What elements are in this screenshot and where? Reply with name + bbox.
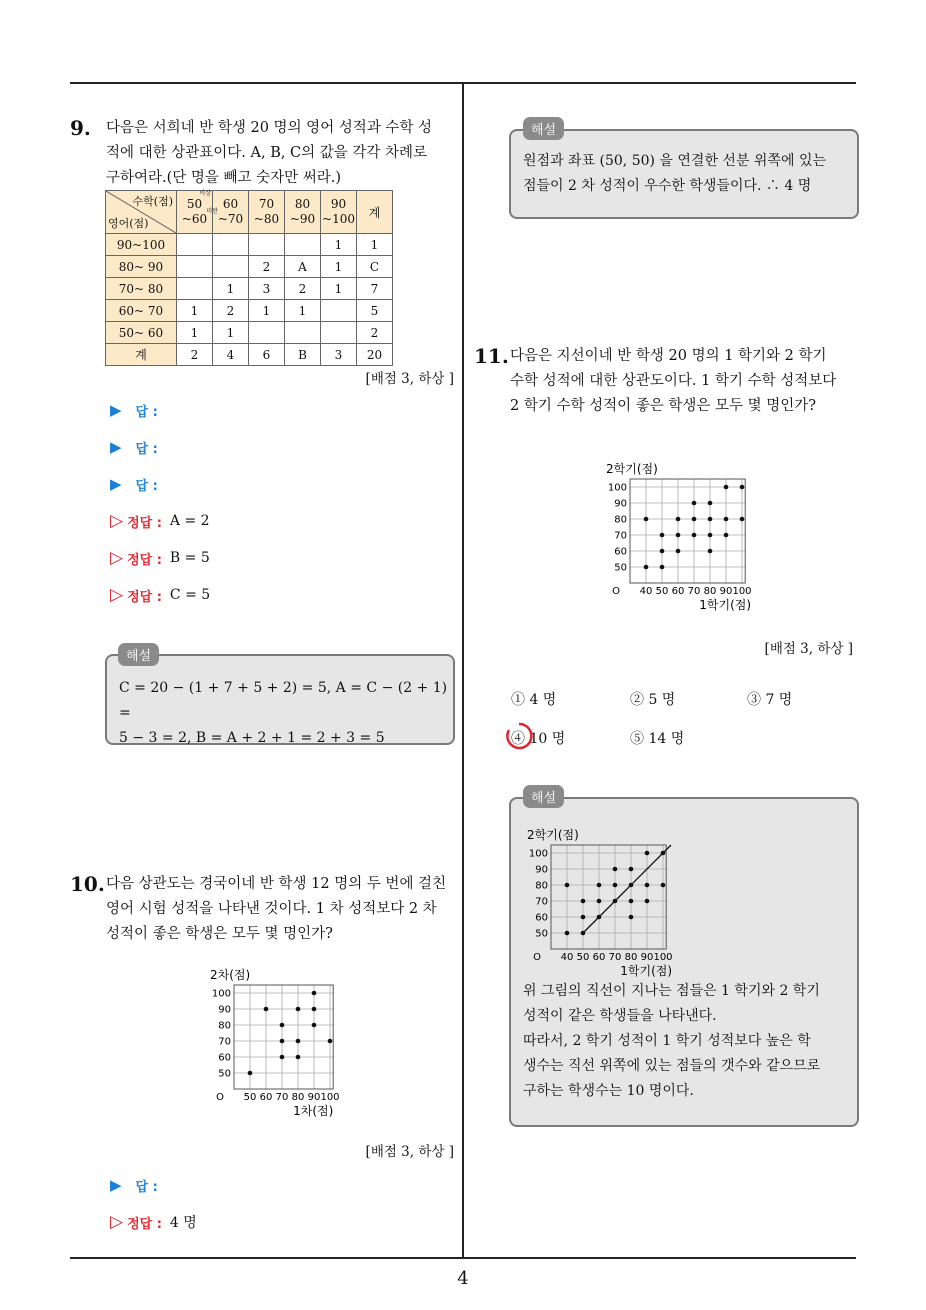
y-tick-label: 70 xyxy=(535,896,548,908)
table-cell xyxy=(213,256,249,278)
q9-solution-tag: 해설 xyxy=(118,643,159,666)
correct-label: 정답 : xyxy=(127,589,162,605)
col-header: 60 ~70 xyxy=(213,191,249,234)
reference-line xyxy=(583,845,671,933)
corner-bottom-label: 영어(점) xyxy=(108,217,149,230)
y-axis-label: 2학기(점) xyxy=(606,462,658,476)
q11-score: [배점 3, 하상 ] xyxy=(764,641,853,657)
data-point xyxy=(312,1007,317,1012)
correct-row xyxy=(110,1212,450,1232)
data-point xyxy=(581,899,586,904)
q11-solution-tag: 해설 xyxy=(523,785,564,808)
y-tick-label: 80 xyxy=(535,880,548,892)
data-point xyxy=(676,533,681,538)
data-point xyxy=(629,899,634,904)
outline-arrow-icon: ▷ xyxy=(110,548,124,568)
y-tick-label: 100 xyxy=(528,848,548,860)
q9-question xyxy=(106,116,458,191)
y-tick-label: 80 xyxy=(614,514,627,526)
data-point xyxy=(328,1039,333,1044)
data-point xyxy=(312,1023,317,1028)
data-point xyxy=(565,883,570,888)
row-label: 50~ 60 xyxy=(106,322,177,344)
x-tick-label: 60 xyxy=(671,586,685,597)
table-cell: 2 xyxy=(285,278,321,300)
answer-label: 답 : xyxy=(135,404,158,420)
origin-label: O xyxy=(533,952,541,963)
x-tick-label: 40 xyxy=(639,586,653,597)
data-point xyxy=(280,1055,285,1060)
y-tick-label: 100 xyxy=(211,988,231,1000)
data-point xyxy=(661,883,666,888)
q10-line: 성적이 좋은 학생은 모두 몇 명인가? xyxy=(106,926,333,942)
table-cell xyxy=(249,322,285,344)
choice-4[interactable]: ④ 10 명 xyxy=(511,731,566,747)
y-axis-label: 2학기(점) xyxy=(527,828,579,842)
choice-1[interactable]: ① 4 명 xyxy=(511,692,557,708)
q10-answers xyxy=(110,1175,450,1232)
data-point xyxy=(740,517,745,522)
q11-scatter-chart xyxy=(596,449,776,617)
correct-answer: C = 5 xyxy=(169,587,211,603)
solution-text xyxy=(523,979,820,1104)
q9-line: 구하여라.(단 명을 빼고 숫자만 써라.) xyxy=(106,170,342,186)
data-point xyxy=(629,915,634,920)
solution-line: 따라서, 2 학기 성적이 1 학기 성적보다 높은 학 xyxy=(523,1033,811,1049)
q10-line: 다음 상관도는 경국이네 반 학생 12 명의 두 번에 걸친 xyxy=(106,876,447,892)
table-cell: 2 xyxy=(177,344,213,366)
x-tick-label: 50 xyxy=(576,952,590,963)
table-cell xyxy=(177,234,213,256)
row-label: 70~ 80 xyxy=(106,278,177,300)
y-tick-label: 50 xyxy=(218,1068,231,1080)
small-ge-label: 이상 xyxy=(199,190,211,197)
y-tick-label: 100 xyxy=(607,482,627,494)
origin-label: O xyxy=(216,1092,224,1103)
x-tick-label: 100 xyxy=(320,1092,340,1103)
x-tick-label: 100 xyxy=(732,586,752,597)
table-cell: C xyxy=(357,256,393,278)
y-tick-label: 90 xyxy=(535,864,548,876)
data-point xyxy=(645,883,650,888)
data-point xyxy=(296,1055,301,1060)
data-point xyxy=(724,485,729,490)
correct-answer: 4 명 xyxy=(169,1215,197,1231)
data-point xyxy=(248,1071,253,1076)
y-tick-label: 80 xyxy=(218,1020,231,1032)
q10-question xyxy=(106,872,458,947)
data-point xyxy=(296,1039,301,1044)
q10-number: 10. xyxy=(70,872,105,896)
data-point xyxy=(629,883,634,888)
outline-arrow-icon: ▷ xyxy=(110,511,124,531)
table-cell: 1 xyxy=(213,278,249,300)
y-tick-label: 70 xyxy=(614,530,627,542)
data-point xyxy=(740,485,745,490)
q10-solution-box xyxy=(509,129,859,219)
x-tick-label: 70 xyxy=(608,952,622,963)
solution-line: 위 그림의 직선이 지나는 점들은 1 학기와 2 학기 xyxy=(523,983,820,999)
x-tick-label: 60 xyxy=(592,952,606,963)
table-cell xyxy=(285,234,321,256)
data-point xyxy=(676,517,681,522)
x-tick-label: 100 xyxy=(653,952,673,963)
table-cell: 1 xyxy=(357,234,393,256)
data-point xyxy=(296,1007,301,1012)
table-cell xyxy=(177,278,213,300)
data-point xyxy=(597,899,602,904)
table-cell xyxy=(321,300,357,322)
q10-scatter-chart xyxy=(196,952,366,1118)
data-point xyxy=(613,899,618,904)
choice-3[interactable]: ③ 7 명 xyxy=(747,692,793,708)
q10-line: 영어 시험 성적을 나타낸 것이다. 1 차 성적보다 2 차 xyxy=(106,901,437,917)
correct-answer: B = 5 xyxy=(169,550,210,566)
answer-row xyxy=(110,474,450,494)
data-point xyxy=(565,931,570,936)
table-cell: 1 xyxy=(177,300,213,322)
small-lt-label: 미만 xyxy=(206,208,218,215)
table-cell xyxy=(177,256,213,278)
outline-arrow-icon: ▷ xyxy=(110,585,124,605)
table-cell: 3 xyxy=(321,344,357,366)
data-point xyxy=(264,1007,269,1012)
row-label: 80~ 90 xyxy=(106,256,177,278)
table-cell: 20 xyxy=(357,344,393,366)
table-cell: 6 xyxy=(249,344,285,366)
solution-line: 점들이 2 차 성적이 우수한 학생들이다. ∴ 4 명 xyxy=(523,178,812,194)
play-arrow-icon: ▶ xyxy=(110,475,122,493)
solution-line: 성적이 같은 학생들을 나타낸다. xyxy=(523,1008,717,1024)
q9-line: 적에 대한 상관표이다. A, B, C의 값을 각각 차례로 xyxy=(106,145,428,161)
data-point xyxy=(692,533,697,538)
y-axis-label: 2차(점) xyxy=(210,968,251,982)
x-tick-label: 70 xyxy=(275,1092,289,1103)
solution-text xyxy=(119,676,453,751)
x-tick-label: 80 xyxy=(624,952,638,963)
data-point xyxy=(660,549,665,554)
q9-number: 9. xyxy=(70,116,91,140)
q11-line: 2 학기 수학 성적이 좋은 학생은 모두 몇 명인가? xyxy=(510,398,816,414)
x-axis-label: 1학기(점) xyxy=(699,598,752,612)
solution-line: 원점과 좌표 (50, 50) 을 연결한 선분 위쪽에 있는 xyxy=(523,153,826,169)
col-header: 90 ~100 xyxy=(321,191,357,234)
q11-number: 11. xyxy=(474,344,509,368)
y-tick-label: 50 xyxy=(535,928,548,940)
x-tick-label: 90 xyxy=(640,952,654,963)
data-point xyxy=(644,565,649,570)
correct-row xyxy=(110,511,450,531)
data-point xyxy=(613,883,618,888)
answer-label: 답 : xyxy=(135,441,158,457)
data-point xyxy=(676,549,681,554)
q9-solution-box xyxy=(105,654,455,745)
data-point xyxy=(644,517,649,522)
outline-arrow-icon: ▷ xyxy=(110,1212,124,1232)
x-tick-label: 50 xyxy=(243,1092,257,1103)
data-point xyxy=(724,533,729,538)
table-cell: 2 xyxy=(213,300,249,322)
correct-label: 정답 : xyxy=(127,1216,162,1232)
table-cell: 1 xyxy=(177,322,213,344)
play-arrow-icon: ▶ xyxy=(110,438,122,456)
q11-solution-box xyxy=(509,797,859,1127)
solution-text xyxy=(523,149,826,199)
table-cell: 1 xyxy=(321,256,357,278)
solution-line: 생수는 직선 위쪽에 있는 점들의 갯수와 같으므로 xyxy=(523,1058,821,1074)
bottom-rule xyxy=(70,1257,856,1259)
data-point xyxy=(280,1023,285,1028)
table-cell: 5 xyxy=(357,300,393,322)
q11-line: 다음은 지선이네 반 학생 20 명의 1 학기와 2 학기 xyxy=(510,348,827,364)
q9-line: 다음은 서희네 반 학생 20 명의 영어 성적과 수학 성 xyxy=(106,120,433,136)
x-axis-label: 1차(점) xyxy=(293,1104,334,1118)
table-cell: B xyxy=(285,344,321,366)
choice-2[interactable]: ② 5 명 xyxy=(630,692,676,708)
answer-label: 답 : xyxy=(135,1179,158,1195)
table-cell: 2 xyxy=(249,256,285,278)
table-cell: 4 xyxy=(213,344,249,366)
table-cell: 1 xyxy=(249,300,285,322)
x-tick-label: 40 xyxy=(560,952,574,963)
data-point xyxy=(708,517,713,522)
data-point xyxy=(280,1039,285,1044)
y-tick-label: 90 xyxy=(614,498,627,510)
data-point xyxy=(660,565,665,570)
data-point xyxy=(645,899,650,904)
origin-label: O xyxy=(612,586,620,597)
data-point xyxy=(708,501,713,506)
col-header-total: 계 xyxy=(357,191,393,234)
table-cell: A xyxy=(285,256,321,278)
q11-solution-scatter-chart xyxy=(517,815,687,983)
selected-circle-icon xyxy=(504,721,534,751)
data-point xyxy=(312,991,317,996)
data-point xyxy=(613,867,618,872)
x-tick-label: 80 xyxy=(703,586,717,597)
q9-score: [배점 3, 하상 ] xyxy=(365,371,454,387)
data-point xyxy=(661,851,666,856)
answer-label: 답 : xyxy=(135,478,158,494)
answer-row xyxy=(110,437,450,457)
play-arrow-icon: ▶ xyxy=(110,401,122,419)
data-point xyxy=(692,517,697,522)
data-point xyxy=(660,533,665,538)
data-point xyxy=(708,549,713,554)
q11-question xyxy=(510,344,862,419)
col-header: 50 ~60 이상 미만 xyxy=(177,191,213,234)
y-tick-label: 60 xyxy=(535,912,548,924)
y-tick-label: 50 xyxy=(614,562,627,574)
y-tick-label: 60 xyxy=(218,1052,231,1064)
table-cell: 1 xyxy=(285,300,321,322)
play-arrow-icon: ▶ xyxy=(110,1176,122,1194)
choice-5[interactable]: ⑤ 14 명 xyxy=(630,731,685,747)
table-cell: 1 xyxy=(321,278,357,300)
answer-row xyxy=(110,1175,450,1195)
y-tick-label: 70 xyxy=(218,1036,231,1048)
q11-line: 수학 성적에 대한 상관도이다. 1 학기 수학 성적보다 xyxy=(510,373,837,389)
x-tick-label: 50 xyxy=(655,586,669,597)
row-label: 60~ 70 xyxy=(106,300,177,322)
table-cell: 1 xyxy=(213,322,249,344)
table-cell: 3 xyxy=(249,278,285,300)
table-corner xyxy=(106,191,177,234)
y-tick-label: 90 xyxy=(218,1004,231,1016)
data-point xyxy=(597,915,602,920)
page-number: 4 xyxy=(457,1268,469,1289)
correct-label: 정답 : xyxy=(127,515,162,531)
table-cell xyxy=(285,322,321,344)
col-header: 80 ~90 xyxy=(285,191,321,234)
table-cell xyxy=(321,322,357,344)
data-point xyxy=(581,915,586,920)
correct-row xyxy=(110,585,450,605)
x-tick-label: 60 xyxy=(259,1092,273,1103)
data-point xyxy=(629,867,634,872)
row-label-total: 계 xyxy=(106,344,177,366)
q9-correlation-table xyxy=(105,190,393,366)
solution-line: 구하는 학생수는 10 명이다. xyxy=(523,1083,694,1099)
data-point xyxy=(645,851,650,856)
y-tick-label: 60 xyxy=(614,546,627,558)
correct-label: 정답 : xyxy=(127,552,162,568)
q9-answers xyxy=(110,400,450,605)
x-tick-label: 80 xyxy=(291,1092,305,1103)
table-cell xyxy=(249,234,285,256)
q10-solution-tag: 해설 xyxy=(523,117,564,140)
data-point xyxy=(724,517,729,522)
corner-top-label: 수학(점) xyxy=(132,195,173,208)
row-label: 90~100 xyxy=(106,234,177,256)
data-point xyxy=(692,501,697,506)
table-cell: 2 xyxy=(357,322,393,344)
x-tick-label: 90 xyxy=(307,1092,321,1103)
solution-line: 5 − 3 = 2, B = A + 2 + 1 = 2 + 3 = 5 xyxy=(119,730,385,746)
x-tick-label: 90 xyxy=(719,586,733,597)
data-point xyxy=(597,883,602,888)
data-point xyxy=(581,931,586,936)
data-point xyxy=(708,533,713,538)
table-cell: 7 xyxy=(357,278,393,300)
col-header: 70 ~80 xyxy=(249,191,285,234)
x-axis-label: 1학기(점) xyxy=(620,964,673,978)
column-divider xyxy=(462,84,464,1258)
answer-row xyxy=(110,400,450,420)
table-cell xyxy=(213,234,249,256)
table-cell: 1 xyxy=(321,234,357,256)
correct-row xyxy=(110,548,450,568)
q10-score: [배점 3, 하상 ] xyxy=(365,1144,454,1160)
solution-line: C = 20 − (1 + 7 + 5 + 2) = 5, A = C − (2 + 1) = xyxy=(119,680,448,721)
x-tick-label: 70 xyxy=(687,586,701,597)
correct-answer: A = 2 xyxy=(169,513,210,529)
